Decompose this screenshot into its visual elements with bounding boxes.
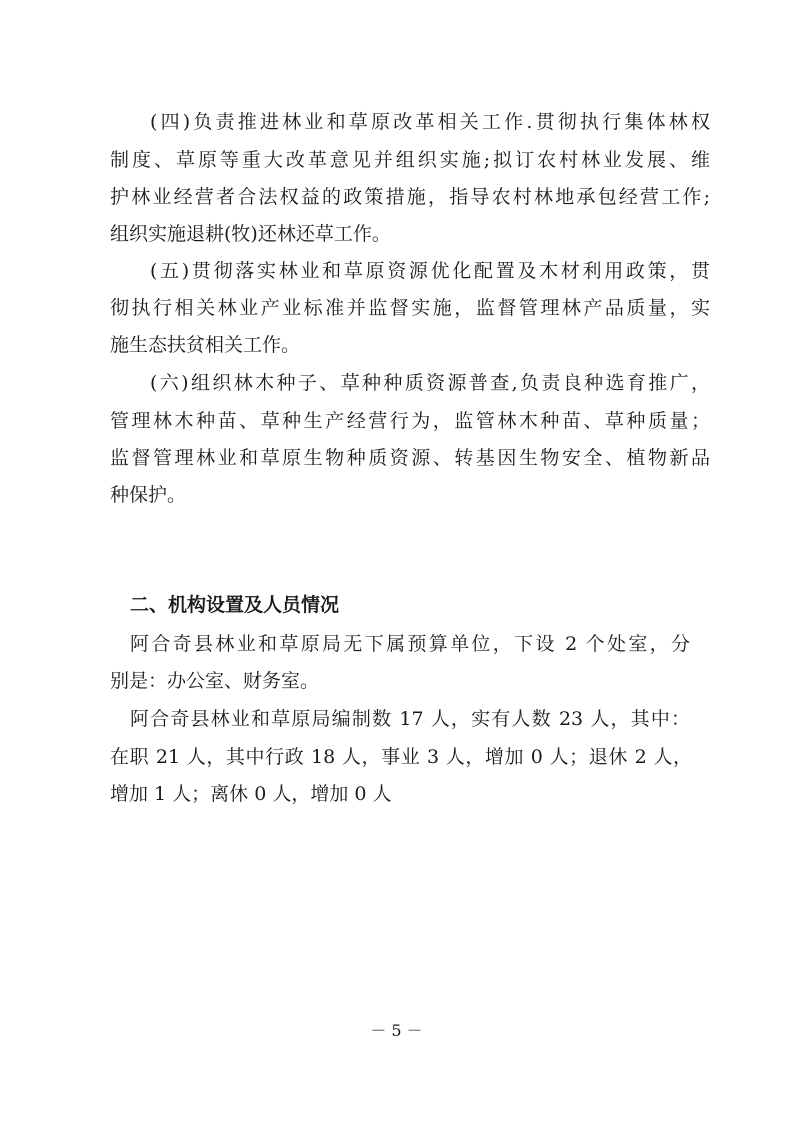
- paragraph-6-line-4: 种保护。: [110, 484, 187, 506]
- page-number: － 5 －: [370, 1021, 423, 1040]
- paragraph-5-line-1: (五)贯彻落实林业和草原资源优化配置及木材利用政策，贯: [150, 260, 710, 282]
- org-paragraph-1-line-1: 阿合奇县林业和草原局无下属预算单位，下设 2 个处室，分: [130, 633, 690, 655]
- org-paragraph-2-line-2: 在职 21 人，其中行政 18 人，事业 3 人，增加 0 人；退休 2 人，: [110, 746, 692, 768]
- paragraph-5-line-2: 彻执行相关林业产业标准并监督实施，监督管理林产品质量，实: [110, 297, 710, 319]
- paragraph-4-line-3: 护林业经营者合法权益的政策措施，指导农村林地承包经营工作;: [110, 186, 710, 208]
- paragraph-4-line-4: 组织实施退耕(牧)还林还草工作。: [110, 223, 391, 245]
- paragraph-4-line-2: 制度、草原等重大改革意见并组织实施;拟订农村林业发展、维: [110, 149, 710, 171]
- org-paragraph-2-line-1: 阿合奇县林业和草原局编制数 17 人，实有人数 23 人，其中：: [130, 708, 690, 730]
- org-paragraph-1-line-2: 别是：办公室、财务室。: [110, 670, 320, 692]
- section-heading: 二、机构设置及人员情况: [130, 594, 340, 616]
- paragraph-6-line-1: (六)组织林木种子、草种种质资源普查,负责良种选育推广，: [150, 372, 710, 394]
- paragraph-6-line-2: 管理林木种苗、草种生产经营行为，监管林木种苗、草种质量；: [110, 410, 710, 432]
- org-paragraph-2-line-3: 增加 1 人；离休 0 人，增加 0 人: [110, 783, 392, 805]
- paragraph-5-line-3: 施生态扶贫相关工作。: [110, 334, 301, 356]
- paragraph-6-line-3: 监督管理林业和草原生物种质资源、转基因生物安全、植物新品: [110, 447, 710, 469]
- paragraph-4-line-1: (四)负责推进林业和草原改革相关工作.贯彻执行集体林权: [150, 111, 710, 133]
